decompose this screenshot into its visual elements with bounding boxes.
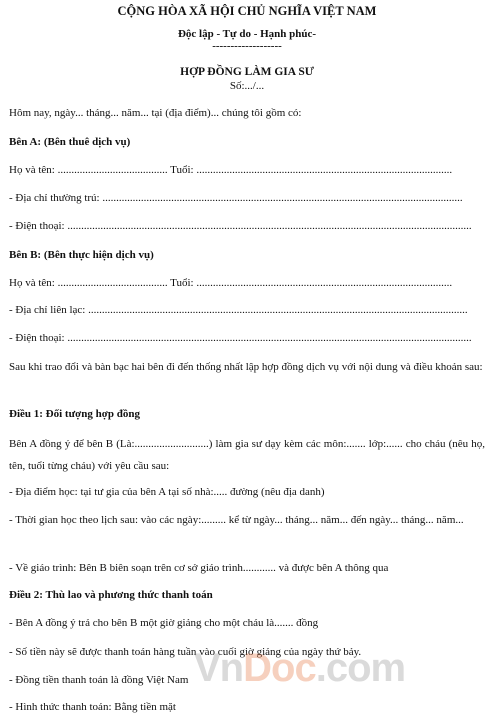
article-2-paragraph-2: - Số tiền này sẽ được thanh toán hàng tuần vào cuối giờ giảng của ngày thứ bảy. (9, 646, 362, 658)
article-2-paragraph-4: - Hình thức thanh toán: Bằng tiền mặt (9, 701, 176, 713)
watermark-logo: VnDoc.com (194, 646, 406, 690)
party-b-heading: Bên B: (Bên thực hiện dịch vụ) (9, 249, 154, 261)
party-a-address-line: - Địa chỉ thường trú: ................................................................................................................................... (9, 192, 463, 204)
motto: Độc lập - Tự do - Hạnh phúc- (177, 28, 317, 40)
party-a-name-line: Họ và tên: ........................................ Tuổi: ............................................................................................. (9, 164, 453, 176)
article-2-paragraph-1: - Bên A đồng ý trả cho bên B một giờ giảng cho một cháu là....... đồng (9, 617, 319, 629)
contract-title: HỢP ĐỒNG LÀM GIA SƯ (180, 66, 314, 78)
article-1-paragraph-4: - Về giáo trình: Bên B biên soạn trên cơ sở giáo trình............ và được bên A thông qua (9, 562, 389, 574)
article-1-paragraph-2: - Địa điểm học: tại tư gia của bên A tại số nhà:..... đường (nêu địa danh) (9, 486, 325, 498)
contract-number: Số:.../... (229, 80, 265, 92)
party-a-phone-line: - Điện thoại: ................................................................................................................................................... (9, 220, 472, 232)
national-title: CỘNG HÒA XÃ HỘI CHỦ NGHĨA VIỆT NAM (117, 4, 377, 18)
agreement-paragraph: Sau khi trao đổi và bàn bạc hai bên đi đến thống nhất lập hợp đồng dịch vụ với nội dung và điều khoản sau: (9, 361, 483, 373)
article-2-heading: Điều 2: Thù lao và phương thức thanh toán (9, 589, 213, 601)
article-1-heading: Điều 1: Đối tượng hợp đồng (9, 408, 140, 420)
article-2-paragraph-3: - Đồng tiền thanh toán là đồng Việt Nam (9, 674, 189, 686)
party-b-address-line: - Địa chỉ liên lạc: .......................................................................................................................................... (9, 304, 468, 316)
article-1-paragraph-3: - Thời gian học theo lịch sau: vào các ngày:......... kể từ ngày... tháng... năm... đến ngày... tháng... năm... (9, 514, 464, 526)
party-b-name-line: Họ và tên: ........................................ Tuổi: ............................................................................................. (9, 277, 453, 289)
article-1-paragraph-1: Bên A đồng ý để bên B (Là:...........................) làm gia sư dạy kèm các môn:....... lớp:...... cho cháu (nêu họ, tên, tuổi từng cháu) với yêu cầu sau: (9, 438, 485, 472)
party-b-phone-line: - Điện thoại: ................................................................................................................................................... (9, 332, 472, 344)
intro-line: Hôm nay, ngày... tháng... năm... tại (địa điểm)... chúng tôi gồm có: (9, 107, 302, 119)
party-a-heading: Bên A: (Bên thuê dịch vụ) (9, 136, 131, 148)
divider: ------------------- (212, 40, 282, 52)
